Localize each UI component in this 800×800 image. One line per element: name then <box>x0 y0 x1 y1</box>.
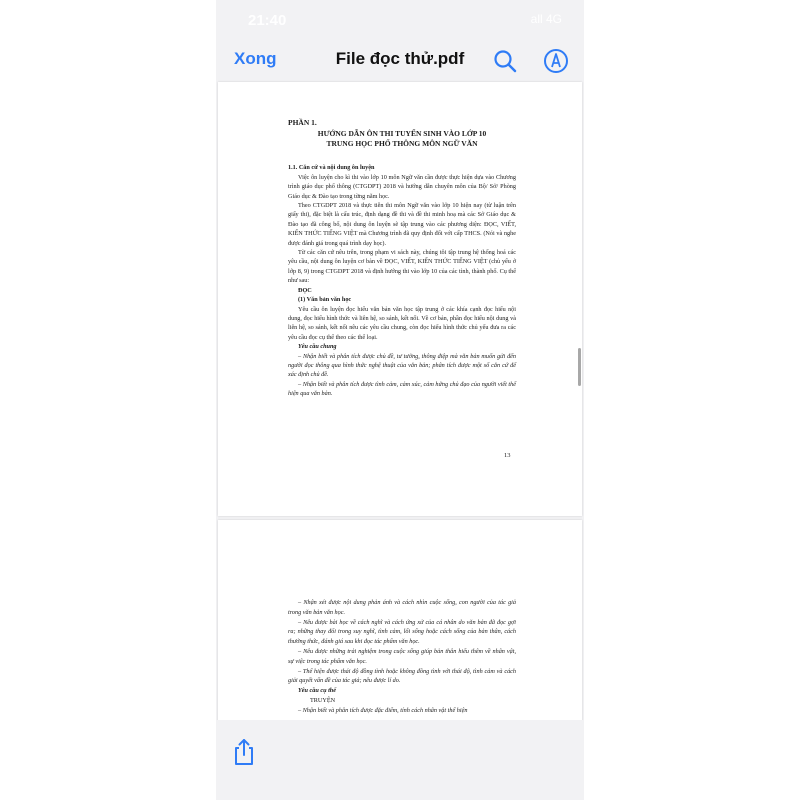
bullet-item: – Nhận biết và phân tích được tình cảm, cảm xúc, cảm hứng chủ đạo của người viết thể hiện qua văn bản. <box>288 380 516 398</box>
paragraph: Việc ôn luyện cho kì thi vào lớp 10 môn Ngữ văn cần được thực hiện dựa vào Chương trình giáo dục phổ thông (CTGDPT) 2018 và hướng dẫn chuyên môn của Bộ/ Sở/ Phòng Giáo dục & Đào tạo trong từng năm học. <box>288 173 516 200</box>
bullet-item: – Nhận xét được nội dung phản ánh và cách nhìn cuộc sống, con người của tác giả trong văn bản văn học. <box>288 599 516 616</box>
share-icon[interactable] <box>232 738 256 766</box>
page-number: 13 <box>504 452 511 459</box>
chapter-heading-line-2: TRUNG HỌC PHỔ THÔNG MÔN NGỮ VĂN <box>326 139 478 149</box>
chapter-heading-line-1: HƯỚNG DẪN ÔN THI TUYỂN SINH VÀO LỚP 10 <box>317 129 487 139</box>
subheading-truyen: TRUYỆN <box>310 696 336 704</box>
bottom-toolbar <box>216 720 584 800</box>
paragraph: Theo CTGDPT 2018 và thực tiễn thi môn Ngữ văn vào lớp 10 hiện nay (từ luận trên giấy thi), đặc biệt là cấu trúc, định dạng đề thi và đề thi minh hoạ mà các Sở Giáo dục & Đào tạo đã công bố, nội dung ôn luyện sẽ tập trung vào các phương diện: ĐỌC, VIẾT, KIẾN THỨC TIẾNG VIỆT mà Chương trình đã quy định đối với cấp THCS. (Nói và nghe được đánh giá trong quá trình dạy học). <box>288 202 516 247</box>
search-icon[interactable] <box>492 48 518 74</box>
bullet-item: – Nêu được bài học về cách nghĩ và cách ứng xử của cá nhân do văn bản đã đọc gợi ra; những thay đổi trong suy nghĩ, tình cảm, lối sống hoặc cách sống của bản thân, cách thưởng thức, đánh giá sau khi đọc tác phẩm văn học. <box>288 618 516 646</box>
navigation-bar <box>216 40 584 82</box>
part-label: PHẦN 1. <box>288 118 317 127</box>
markup-pen-icon[interactable] <box>543 48 569 74</box>
pdf-page-13 <box>218 82 582 516</box>
paragraph: Yêu cầu ôn luyện đọc hiểu văn bản văn học tập trung ở các khía cạnh đọc hiểu nội dung, đọc hiểu hình thức và liên hệ, so sánh, kết nối. Về cơ bản, phần đọc hiểu nội dung và liên hệ, so sánh, kết nối nêu các yêu cầu chung, còn đọc hiểu hình thức chủ yếu đưa ra các yêu cầu đọc cụ thể theo các thể loại. <box>288 305 516 341</box>
status-bar <box>216 0 584 40</box>
done-button[interactable]: Xong <box>234 49 277 68</box>
bullet-item: – Thể hiện được thái độ đồng tình hoặc không đồng tình với thái độ, tình cảm và cách giải quyết vấn đề của tác giả; nêu được lí do. <box>288 667 516 685</box>
subheading-van-ban: (1) Văn bản văn học <box>298 296 352 304</box>
phone-screen <box>216 0 584 800</box>
bullet-item: – Nêu được những trải nghiệm trong cuộc sống giúp bản thân hiểu thêm về nhân vật, sự việc trong tác phẩm văn học. <box>288 647 516 665</box>
scroll-indicator[interactable] <box>578 348 581 386</box>
subheading-yeu-cau-cu-the: Yêu cầu cụ thể <box>298 687 336 695</box>
subheading-yeu-cau-chung: Yêu cầu chung <box>298 343 337 351</box>
status-signal: all 4G <box>530 12 562 26</box>
status-time: 21:40 <box>248 12 287 29</box>
subheading-doc: ĐỌC <box>298 286 312 294</box>
section-title: 1.1. Căn cứ và nội dung ôn luyện <box>288 164 375 172</box>
document-title: File đọc thử.pdf <box>335 49 465 68</box>
bullet-item: – Nhận biết và phân tích được đặc điểm, tính cách nhân vật thể hiện <box>298 706 468 714</box>
paragraph: Từ các căn cứ nêu trên, trong phạm vi sách này, chúng tôi tập trung hệ thống hoá các yêu cầu, nội dung ôn luyện cơ bản về ĐỌC, VIẾT, KIẾN THỨC TIẾNG VIỆT (chủ yếu ở lớp 8, 9) trong CTGDPT 2018 và định hướng thi vào lớp 10 của các tỉnh, thành phố. Cụ thể như sau: <box>288 249 516 285</box>
bullet-item: – Nhận biết và phân tích được chủ đề, tư tưởng, thông điệp mà văn bản muốn gửi đến người đọc thông qua hình thức nghệ thuật của văn bản; phân tích được một số căn cứ để xác định chủ đề. <box>288 352 516 379</box>
